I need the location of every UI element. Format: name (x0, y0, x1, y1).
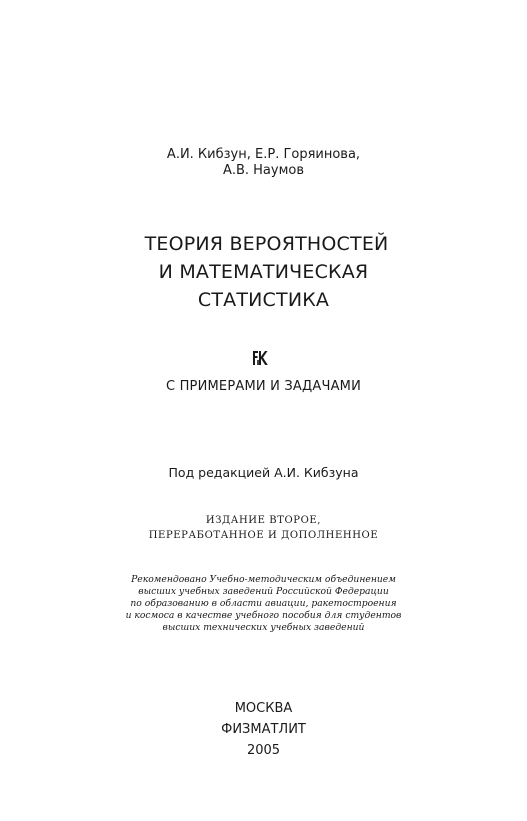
title-line-2: И МАТЕМАТИЧЕСКАЯ (158, 261, 369, 283)
recommendation-note (0, 574, 527, 634)
imprint (0, 698, 527, 761)
fizmatlit-logo-icon (252, 350, 268, 366)
edition-line-2: ПЕРЕРАБОТАННОЕ И ДОПОЛНЕННОЕ (148, 530, 379, 541)
recommendation-line-4: и космоса в качестве учебного пособия для студентов (125, 610, 402, 621)
recommendation-line-5: высших технических учебных заведений (162, 622, 365, 633)
authors-line-2: А.В. Наумов (222, 163, 305, 178)
book-title (0, 230, 527, 314)
recommendation-line-2: высших учебных заведений Российской Федерации (138, 586, 389, 597)
title-line-1: ТЕОРИЯ ВЕРОЯТНОСТЕЙ (144, 233, 389, 255)
imprint-publisher: ФИЗМАТЛИТ (221, 722, 306, 737)
recommendation-line-1: Рекомендовано Учебно-методическим объединением (131, 574, 396, 585)
edition-statement (0, 513, 527, 543)
authors-line-1: А.И. Кибзун, Е.Р. Горяинова, (166, 147, 361, 162)
imprint-city: МОСКВА (234, 701, 293, 716)
editor-credit: Под редакцией А.И. Кибзуна (168, 465, 359, 480)
title-line-3: СТАТИСТИКА (197, 289, 330, 311)
edition-line-1: ИЗДАНИЕ ВТОРОЕ, (205, 515, 322, 526)
authors (0, 147, 527, 179)
book-subtitle: С ПРИМЕРАМИ И ЗАДАЧАМИ (165, 379, 362, 394)
imprint-year: 2005 (246, 743, 281, 758)
recommendation-line-3: по образованию в области авиации, ракетостроения (130, 598, 397, 609)
